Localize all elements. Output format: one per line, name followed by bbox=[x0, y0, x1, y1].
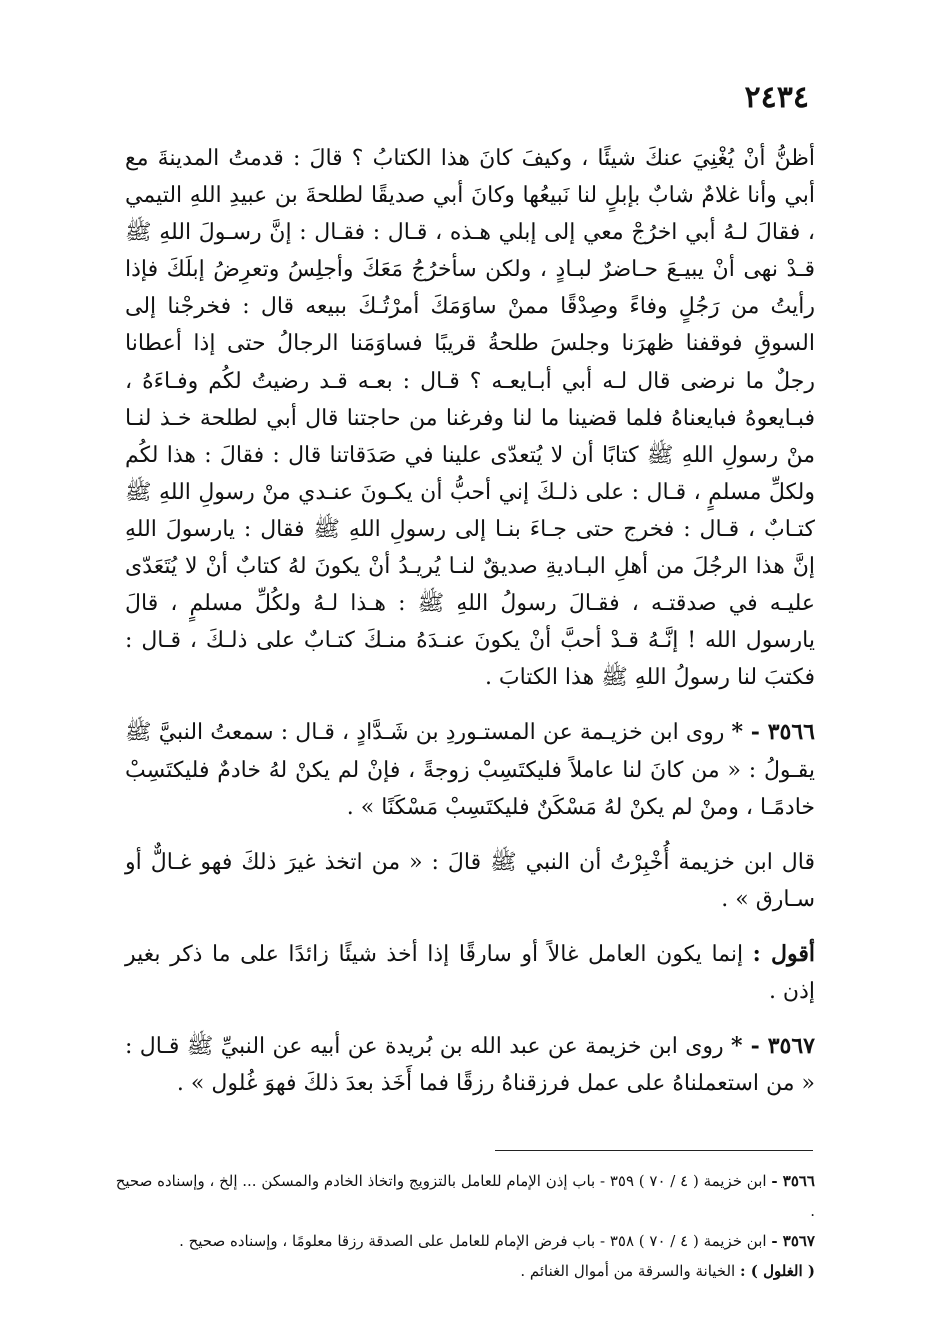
footnotes bbox=[110, 1166, 815, 1286]
paragraph-hadith-3567 bbox=[125, 1028, 815, 1102]
paragraph-text: أظنُّ أنْ يُغْنِيَ عنكَ شيئًا ، وكيفَ كانَ هذا الكتابُ ؟ قالَ : قدمتُ المدينةَ مع أبي وأنا غلامٌ شابٌ بإبلٍ لنا نَبيعُها وكانَ أبي صديقًا لطلحةَ بن عبيدِ اللهِ التيمي ، فقالَ لـهُ أبي اخرُجْ معي إلى إبلي هـذه ، قـال : فقـال : إنَّ رسـولَ اللهِ ﷺ قـدْ نهى أنْ يبيـعَ حـاضرٌ لبـادٍ ، ولكن سأخرُجُ مَعَكَ وأجلِسُ وتعرِضُ إبلَكَ فإذا رأيتُ من رَجُلٍ وفاءً وصِدْقًا ممنْ ساوَمَكَ أمرْتُـكَ ببيعه قال : فخرجْنا إلى السوقِ فوقفنا ظهرَنا وجلسَ طلحةُ قريبًا فساوَمَنا الرجالُ حتى إذا أعطانا رجلٌ ما نرضى قال لـه أبي أبـايعـه ؟ قـال : بعـه قـد رضيتُ لكُم وفـاءَهُ ، فبـايعوهُ فبايعناهُ فلما قضينا ما لنا وفرغنا من حاجتنا قال أبي لطلحة خـذ لنـا منْ رسولِ اللهِ ﷺ كتابًا أن لا يُتعدّى علينا في صَدَقاتنا قال : فقالَ : هذا لكُم ولكلِّ مسلمٍ ، قـال : على ذلـكَ إني أحبُّ أن يكـونَ عنـدي منْ رسولِ اللهِ ﷺ كتـابٌ ، قـال : فخرج حتى جـاءَ بنـا إلى رسولِ اللهِ ﷺ فقال : يارسولَ اللهِ إنَّ هذا الرجُلَ من أهلِ البـاديةِ صديقٌ لنـا يُريـدُ أنْ يكونَ لهُ كتابٌ أنْ لا يُتَعَدّى عليـه في صدقتـه ، فقـالَ رسولُ اللهِ ﷺ : هـذا لـهُ ولكُلِّ مسلمٍ ، قالَ يارسول الله ! إنَّـهُ قـدْ أحبَّ أنْ يكونَ عنـدَهُ منـكَ كتـابٌ على ذلـكَ ، قـال : فكتبَ لنا رسولُ اللهِ ﷺ هذا الكتابَ . bbox=[125, 146, 815, 691]
footnotes-divider bbox=[495, 1150, 813, 1151]
hadith-number: ٣٥٦٧ - * bbox=[731, 1033, 815, 1060]
footnote-ghulul-definition bbox=[110, 1256, 815, 1286]
footnote-text: ابن خزيمة ( ٤ / ٧٠ ) ٣٥٨ - باب فرض الإمام للعامل على الصدقة رزقا معلومًا ، وإسناده صحيح . bbox=[179, 1232, 772, 1250]
paragraph-hadith-continuation bbox=[125, 140, 815, 696]
footnote-term: ( الغلول ) : bbox=[740, 1262, 815, 1280]
paragraph-text: روى ابن خزيـمة عن المستـوردِ بن شَـدَّادٍ ، قـال : سمعتُ النبيَّ ﷺ يقـولُ : « من كانَ لنا عاملاً فليكتَسِبْ زوجةً ، فإنْ لم يكنْ لهُ خادمٌ فليكتَسِبْ خادمًـا ، ومنْ لم يكنْ لهُ مَسْكَنٌ فليكتَسِبْ مَسْكَنًا » . bbox=[125, 720, 815, 820]
page-number: ٢٤٣٤ bbox=[744, 80, 809, 115]
paragraph-text: إنما يكون العامل غالاً أو سارقًا إذا أخذ شيئًا زائدًا على ما ذكر بغير إذن . bbox=[125, 941, 815, 1004]
footnote-3567 bbox=[110, 1226, 815, 1256]
footnote-text: الخيانة والسرقة من أموال الغنائم . bbox=[520, 1262, 740, 1280]
footnote-number: ٣٥٦٦ - bbox=[771, 1172, 815, 1190]
footnote-text: ابن خزيمة ( ٤ / ٧٠ ) ٣٥٩ - باب إذن الإمام للعامل بالتزويج واتخاذ الخادم والمسكن ... إلخ ، وإسناده صحيح . bbox=[115, 1172, 815, 1220]
footnote-number: ٣٥٦٧ - bbox=[771, 1232, 815, 1250]
main-text bbox=[125, 140, 815, 1102]
paragraph-ibn-khuzaymah-note bbox=[125, 844, 815, 918]
hadith-number: ٣٥٦٦ - * bbox=[731, 719, 815, 746]
commentary-label: أقول : bbox=[752, 940, 815, 967]
paragraph-hadith-3566 bbox=[125, 714, 815, 825]
paragraph-text: قال ابن خزيمة أُخْبِرْتُ أن النبي ﷺ قالَ : « من اتخذ غيرَ ذلكَ فهو غـالٌّ أو سـارق » . bbox=[125, 849, 815, 912]
paragraph-text: روى ابن خزيمة عن عبد الله بن بُريدة عن أبيه عن النبيِّ ﷺ قـال : « من استعملناهُ على عمل فرزقناهُ رزقًا فما أَخَذ بعدَ ذلكَ فهوَ غُلول » . bbox=[125, 1034, 815, 1097]
footnote-3566 bbox=[110, 1166, 815, 1226]
paragraph-commentary bbox=[125, 936, 815, 1010]
